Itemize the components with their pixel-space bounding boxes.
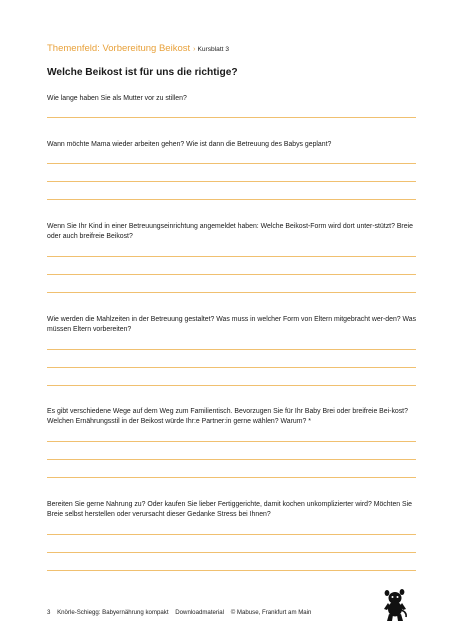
answer-line bbox=[47, 385, 416, 386]
answer-line bbox=[47, 459, 416, 460]
question-3: Wenn Sie Ihr Kind in einer Betreuungseinrichtung angemeldet haben: Welche Beikost-Form wird dort unter-stützt? Breie oder auch breifreie Beikost? bbox=[47, 223, 413, 240]
answer-line bbox=[47, 349, 416, 350]
answer-line bbox=[47, 367, 416, 368]
question-5: Es gibt verschiedene Wege auf dem Weg zum Familientisch. Bevorzugen Sie für Ihr Baby Brei oder breifreie Bei-kost? Welchen Ernährungsstil in der Beikost würde Ihr:e Partner:in gerne wählen? Warum? * bbox=[47, 408, 408, 425]
question-1: Wie lange haben Sie als Mutter vor zu stillen? bbox=[47, 95, 187, 102]
publisher-label: © Mabuse, Frankfurt am Main bbox=[230, 609, 312, 616]
question-2: Wann möchte Mama wieder arbeiten gehen? Wie ist dann die Betreuung des Babys geplant? bbox=[47, 141, 332, 148]
answer-line bbox=[47, 477, 416, 478]
answer-line bbox=[47, 441, 416, 442]
page-title: Welche Beikost ist für uns die richtige? bbox=[47, 67, 238, 78]
answer-line bbox=[47, 274, 416, 275]
answer-line bbox=[47, 570, 416, 571]
page-header bbox=[47, 38, 229, 56]
answer-line bbox=[47, 181, 416, 182]
mabuse-bear-logo-icon bbox=[381, 588, 409, 622]
answer-line bbox=[47, 256, 416, 257]
answer-line bbox=[47, 552, 416, 553]
page-footer bbox=[47, 609, 316, 616]
answer-line bbox=[47, 292, 416, 293]
sheet-label: Kursblatt 3 bbox=[197, 46, 229, 53]
book-citation: Knörle-Schiegg: Babyernährung kompakt bbox=[57, 609, 169, 616]
question-4: Wie werden die Mahlzeiten in der Betreuung gestaltet? Was muss in welcher Form von Eltern mitgebracht wer-den? Was müssen Eltern vorbereiten? bbox=[47, 316, 417, 333]
question-6: Bereiten Sie gerne Nahrung zu? Oder kaufen Sie lieber Fertiggerichte, damit kochen unkomplizierter wird? Möchten Sie Breie selbst herstellen oder verursacht dieser Gedanke Stress bei Ihnen? bbox=[47, 501, 413, 518]
separator-icon: › bbox=[193, 46, 196, 53]
theme-label: Themenfeld: Vorbereitung Beikost bbox=[47, 43, 191, 54]
answer-line bbox=[47, 163, 416, 164]
download-label: Downloadmaterial bbox=[175, 609, 225, 616]
answer-line bbox=[47, 117, 416, 118]
page-number: 3 bbox=[47, 609, 51, 616]
answer-line bbox=[47, 199, 416, 200]
answer-line bbox=[47, 534, 416, 535]
